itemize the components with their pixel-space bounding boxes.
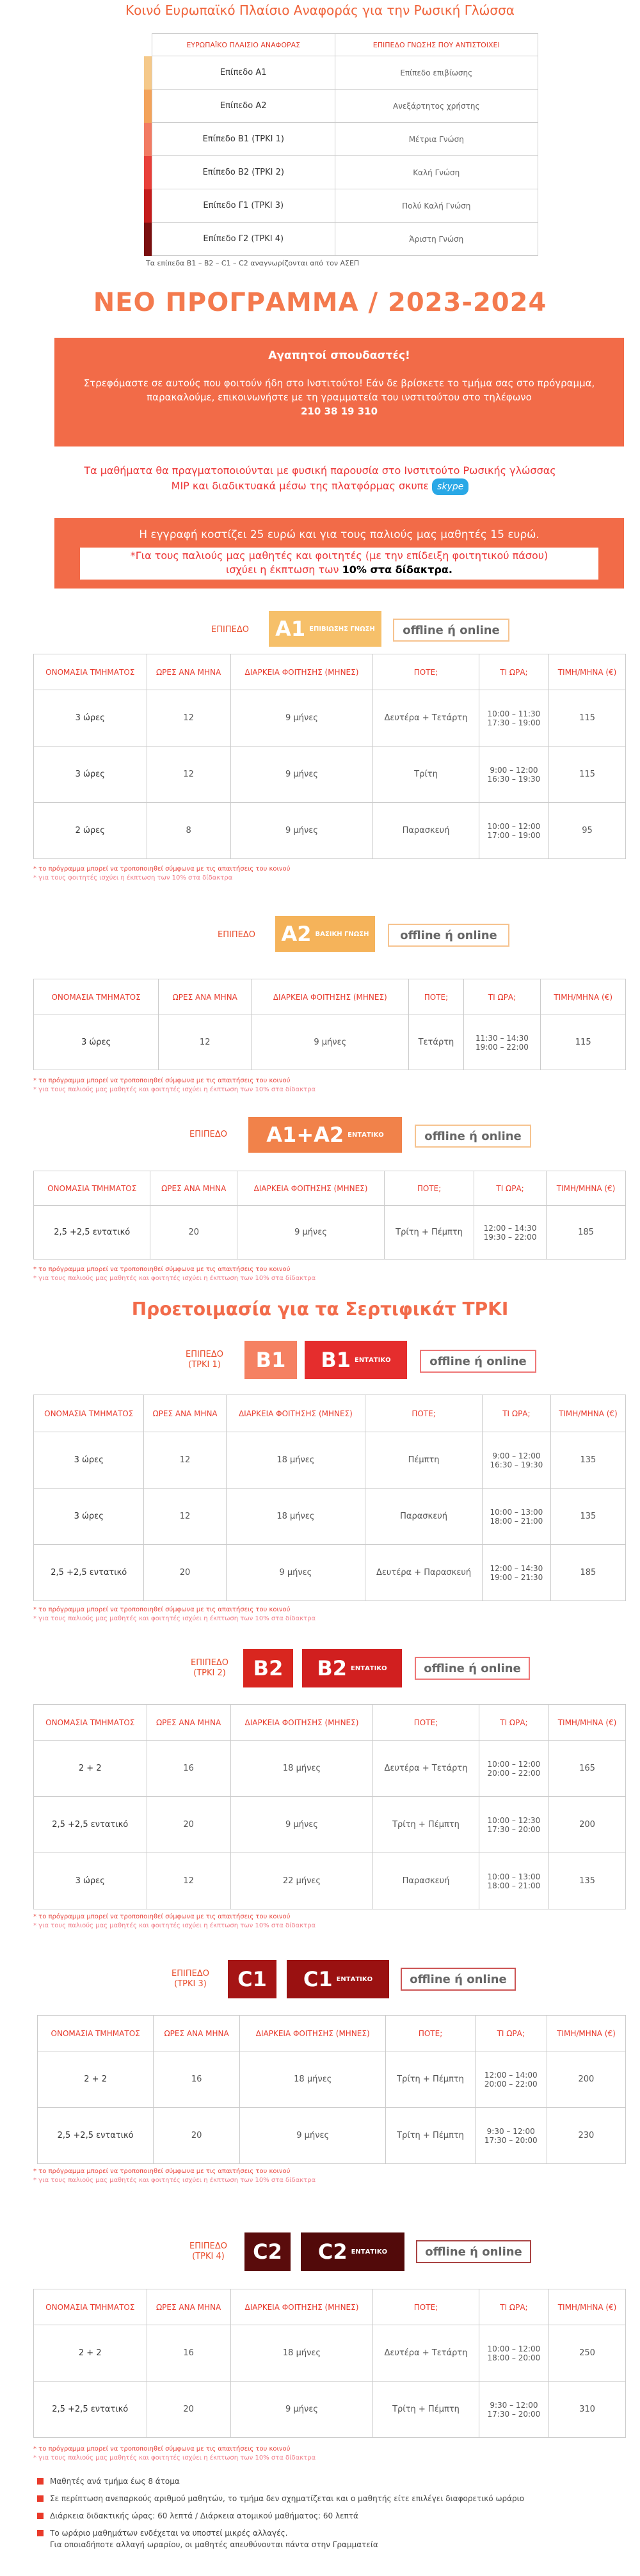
table-row: 3 ώρες 12 9 μήνες Τετάρτη 11:30 – 14:30 19:00 – 22:00 115 <box>34 1015 626 1070</box>
level-color-swatch <box>144 56 152 90</box>
bullet-square-icon <box>37 2530 44 2536</box>
level-b1-intensive-badge: B1 ΕΝΤΑΤΙΚΟ <box>305 1341 407 1379</box>
offline-online-label: offline ή online <box>416 2240 531 2263</box>
table-row: 2 + 2 16 18 μήνες Δευτέρα + Τετάρτη 10:00 – 12:00 20:00 – 22:00 165 <box>34 1741 626 1797</box>
level-b2-notes: * το πρόγραμμα μπορεί να τροποποιηθεί σύμφωνα με τις απαιτήσεις του κοινού * για τους παλιούς μας μαθητές και φοιτητές ισχύει η έκπτωση των 10% στα δίδακτρα <box>33 1913 316 1929</box>
level-c2-notes: * το πρόγραμμα μπορεί να τροποποιηθεί σύμφωνα με τις απαιτήσεις του κοινού * για τους παλιούς μας μαθητές και φοιτητές ισχύει η έκπτωση των 10% στα δίδακτρα <box>33 2446 316 2461</box>
level-a1-table: ΟΝΟΜΑΣΙΑ ΤΜΗΜΑΤΟΣ ΩΡΕΣ ΑΝΑ ΜΗΝΑ ΔΙΑΡΚΕΙΑ ΦΟΙΤΗΣΗΣ (ΜΗΝΕΣ) ΠΟΤΕ; ΤΙ ΩΡΑ; ΤΙΜΗ/ΜΗΝΑ (€) 3 ώρες 12 9 μήνες Δευτέρα + Τετάρτη 10:00 – 11:30 17:30 – 19:00 115 3 ώρες 12 9 μήνες Τρίτη 9:00 – 12:00 16:30 – 19:30 115 2 ώρες 8 9 μήνες Παρασκευή 10:00 – 12:00 17:00 – 19:00 95 <box>33 654 626 859</box>
level-c2-header: ΕΠΙΠΕΔΟ (ΤΡΚΙ 4) C2 C2 ΕΝΤΑΤΙΚΟ offline ή online <box>0 2232 640 2271</box>
level-c1-intensive-badge: C1 ΕΝΤΑΤΙΚΟ <box>287 1960 389 1998</box>
level-b1-header: ΕΠΙΠΕΔΟ (ΤΡΚΙ 1) B1 B1 ΕΝΤΑΤΙΚΟ offline ή online <box>0 1341 640 1379</box>
level-c2-intensive-badge: C2 ΕΝΤΑΤΙΚΟ <box>301 2232 404 2271</box>
notice-phone: 210 38 19 310 <box>300 406 378 417</box>
framework-col1-header: ΕΥΡΩΠΑΪΚΟ ΠΛΑΙΣΙΟ ΑΝΑΦΟΡΑΣ <box>152 34 335 56</box>
level-c2-badge: C2 <box>244 2232 291 2271</box>
level-a2-table: ΟΝΟΜΑΣΙΑ ΤΜΗΜΑΤΟΣ ΩΡΕΣ ΑΝΑ ΜΗΝΑ ΔΙΑΡΚΕΙΑ ΦΟΙΤΗΣΗΣ (ΜΗΝΕΣ) ΠΟΤΕ; ΤΙ ΩΡΑ; ΤΙΜΗ/ΜΗΝΑ (€) 3 ώρες 12 9 μήνες Τετάρτη 11:30 – 14:30 19:00 – 22:00 115 <box>33 979 626 1070</box>
table-row: 2 + 2 16 18 μήνες Τρίτη + Πέμπτη 12:00 – 14:00 20:00 – 22:00 200 <box>38 2051 626 2108</box>
level-b1-badge: B1 <box>244 1341 297 1379</box>
framework-row: Επίπεδο Α2 Ανεξάρτητος χρήστης <box>144 90 538 123</box>
table-row: 2,5 +2,5 εντατικό 20 9 μήνες Τρίτη + Πέμπτη 9:30 – 12:00 17:30 – 20:00 310 <box>34 2382 626 2438</box>
bullet-square-icon <box>37 2495 44 2502</box>
table-row: 2 ώρες 8 9 μήνες Παρασκευή 10:00 – 12:00 17:00 – 19:00 95 <box>34 803 626 859</box>
framework-row: Επίπεδο Γ1 (ΤΡΚΙ 3) Πολύ Καλή Γνώση <box>144 189 538 223</box>
table-row: 3 ώρες 12 18 μήνες Πέμπτη 9:00 – 12:00 16:30 – 19:30 135 <box>34 1432 626 1489</box>
table-row: 2 + 2 16 18 μήνες Δευτέρα + Τετάρτη 10:00 – 12:00 18:00 – 20:00 250 <box>34 2325 626 2382</box>
level-b1-notes: * το πρόγραμμα μπορεί να τροποποιηθεί σύμφωνα με τις απαιτήσεις του κοινού * για τους παλιούς μας μαθητές και φοιτητές ισχύει η έκπτωση των 10% στα δίδακτρα <box>33 1606 316 1622</box>
level-color-swatch <box>144 223 152 256</box>
framework-note: Τα επίπεδα Β1 – Β2 – C1 – C2 αναγνωρίζονται από τον ΑΣΕΠ <box>146 259 360 267</box>
certificate-title: Προετοιμασία για τα Σερτιφικάτ ΤΡΚΙ <box>131 1299 509 1320</box>
table-row: 3 ώρες 12 9 μήνες Δευτέρα + Τετάρτη 10:00 – 11:30 17:30 – 19:00 115 <box>34 690 626 747</box>
level-a1-header: ΕΠΙΠΕΔΟ A1 ΕΠΙΒΙΩΣΗΣ ΓΝΩΣΗ offline ή online <box>0 611 640 649</box>
bullet-square-icon <box>37 2513 44 2519</box>
offline-online-label: offline ή online <box>393 619 509 642</box>
level-b2-badge: B2 <box>243 1649 293 1687</box>
framework-row: Επίπεδο Γ2 (ΤΡΚΙ 4) Άριστη Γνώση <box>144 223 538 256</box>
table-row: 3 ώρες 12 22 μήνες Παρασκευή 10:00 – 13:00 18:00 – 21:00 135 <box>34 1853 626 1909</box>
level-a1-badge: A1 ΕΠΙΒΙΩΣΗΣ ΓΝΩΣΗ <box>269 611 381 647</box>
discount-box: *Για τους παλιούς μας μαθητές και φοιτητές (με την επίδειξη φοιτητικού πάσου) ισχύει η έκπτωση των 10% στα δίδακτρα. <box>80 548 598 580</box>
level-a1a2-table: ΟΝΟΜΑΣΙΑ ΤΜΗΜΑΤΟΣ ΩΡΕΣ ΑΝΑ ΜΗΝΑ ΔΙΑΡΚΕΙΑ ΦΟΙΤΗΣΗΣ (ΜΗΝΕΣ) ΠΟΤΕ; ΤΙ ΩΡΑ; ΤΙΜΗ/ΜΗΝΑ (€) 2,5 +2,5 εντατικό 20 9 μήνες Τρίτη + Πέμπτη 12:00 – 14:30 19:30 – 22:00 185 <box>33 1171 626 1260</box>
level-a2-badge: A2 ΒΑΣΙΚΗ ΓΝΩΣΗ <box>275 916 375 952</box>
level-c1-notes: * το πρόγραμμα μπορεί να τροποποιηθεί σύμφωνα με τις απαιτήσεις του κοινού * για τους παλιούς μας μαθητές και φοιτητές ισχύει η έκπτωση των 10% στα δίδακτρα <box>33 2168 316 2184</box>
offline-online-label: offline ή online <box>401 1968 516 1991</box>
level-b2-table: ΟΝΟΜΑΣΙΑ ΤΜΗΜΑΤΟΣ ΩΡΕΣ ΑΝΑ ΜΗΝΑ ΔΙΑΡΚΕΙΑ ΦΟΙΤΗΣΗΣ (ΜΗΝΕΣ) ΠΟΤΕ; ΤΙ ΩΡΑ; ΤΙΜΗ/ΜΗΝΑ (€) 2 + 2 16 18 μήνες Δευτέρα + Τετάρτη 10:00 – 12:00 20:00 – 22:00 165 2,5 +2,5 εντατικό 20 9 μήνες Τρίτη + Πέμπτη 10:00 – 12:30 17:30 – 20:00 200 3 ώρες 12 22 μήνες Παρασκευή 10:00 – 13:00 18:00 – 21:00 135 <box>33 1704 626 1909</box>
lessons-mode-text: Τα μαθήματα θα πραγματοποιούνται με φυσική παρουσία στο Ινστιτούτο Ρωσικής γλώσσας MIP και διαδικτυακά μέσω της πλατφόρμας σκυπε skype <box>0 463 640 495</box>
table-row: 3 ώρες 12 9 μήνες Τρίτη 9:00 – 12:00 16:30 – 19:30 115 <box>34 747 626 803</box>
list-item: Διάρκεια διδακτικής ώρας: 60 λεπτά / Διάρκεια ατομικού μαθήματος: 60 λεπτά <box>37 2510 613 2522</box>
level-a2-header: ΕΠΙΠΕΔΟ A2 ΒΑΣΙΚΗ ΓΝΩΣΗ offline ή online <box>0 916 640 954</box>
list-item: Το ωράριο μαθημάτων ενδέχεται να υποστεί μικρές αλλαγές. Για οποιαδήποτε αλλαγή ωραρίου, οι μαθητές απευθύνονται πάντα στην Γραμματεία <box>37 2527 613 2550</box>
offline-online-label: offline ή online <box>415 1125 531 1148</box>
info-bullets <box>37 2476 613 2550</box>
notice-greeting: Αγαπητοί σπουδαστές! <box>268 349 410 362</box>
framework-row: Επίπεδο Α1 Επίπεδο επιβίωσης <box>144 56 538 90</box>
skype-logo: skype <box>432 478 468 495</box>
level-c2-table: ΟΝΟΜΑΣΙΑ ΤΜΗΜΑΤΟΣ ΩΡΕΣ ΑΝΑ ΜΗΝΑ ΔΙΑΡΚΕΙΑ ΦΟΙΤΗΣΗΣ (ΜΗΝΕΣ) ΠΟΤΕ; ΤΙ ΩΡΑ; ΤΙΜΗ/ΜΗΝΑ (€) 2 + 2 16 18 μήνες Δευτέρα + Τετάρτη 10:00 – 12:00 18:00 – 20:00 250 2,5 +2,5 εντατικό 20 9 μήνες Τρίτη + Πέμπτη 9:30 – 12:00 17:30 – 20:00 310 <box>33 2289 626 2438</box>
fees-box <box>54 518 624 589</box>
level-b2-header: ΕΠΙΠΕΔΟ (ΤΡΚΙ 2) B2 B2 ΕΝΤΑΤΙΚΟ offline ή online <box>0 1649 640 1687</box>
program-title: ΝΕΟ ΠΡΟΓΡΑΜΜΑ / 2023-2024 <box>93 288 547 317</box>
notice-message: Στρεφόμαστε σε αυτούς που φοιτούν ήδη στο Ινστιτούτο! Εάν δε βρίσκετε το τμήμα σας στο πρόγραμμα, παρακαλούμε, επικοινωνήστε με τη γραμματεία του ινστιτούτου στο τηλέφωνο 210 38 19 310 <box>83 377 595 417</box>
level-c1-header: ΕΠΙΠΕΔΟ (ΤΡΚΙ 3) C1 C1 ΕΝΤΑΤΙΚΟ offline ή online <box>0 1960 640 1998</box>
level-color-swatch <box>144 90 152 123</box>
list-item: Μαθητές ανά τμήμα έως 8 άτομα <box>37 2476 613 2487</box>
table-row: 3 ώρες 12 18 μήνες Παρασκευή 10:00 – 13:00 18:00 – 21:00 135 <box>34 1489 626 1545</box>
framework-row: Επίπεδο Β1 (ΤΡΚΙ 1) Μέτρια Γνώση <box>144 123 538 156</box>
offline-online-label: offline ή online <box>415 1657 530 1680</box>
framework-table <box>144 33 538 256</box>
table-row: 2,5 +2,5 εντατικό 20 9 μήνες Τρίτη + Πέμπτη 9:30 – 12:00 17:30 – 20:00 230 <box>38 2108 626 2164</box>
registration-fee: Η εγγραφή κοστίζει 25 ευρώ και για τους παλιούς μας μαθητές 15 ευρώ. <box>139 528 540 541</box>
level-a1a2-header: ΕΠΙΠΕΔΟ A1+A2 ΕΝΤΑΤΙΚΟ offline ή online <box>0 1117 640 1155</box>
table-row: 2,5 +2,5 εντατικό 20 9 μήνες Τρίτη + Πέμπτη 10:00 – 12:30 17:30 – 20:00 200 <box>34 1797 626 1853</box>
table-row: 2,5 +2,5 εντατικό 20 9 μήνες Τρίτη + Πέμπτη 12:00 – 14:30 19:30 – 22:00 185 <box>34 1206 626 1260</box>
level-b1-table: ΟΝΟΜΑΣΙΑ ΤΜΗΜΑΤΟΣ ΩΡΕΣ ΑΝΑ ΜΗΝΑ ΔΙΑΡΚΕΙΑ ΦΟΙΤΗΣΗΣ (ΜΗΝΕΣ) ΠΟΤΕ; ΤΙ ΩΡΑ; ΤΙΜΗ/ΜΗΝΑ (€) 3 ώρες 12 18 μήνες Πέμπτη 9:00 – 12:00 16:30 – 19:30 135 3 ώρες 12 18 μήνες Παρασκευή 10:00 – 13:00 18:00 – 21:00 135 2,5 +2,5 εντατικό 20 9 μήνες Δευτέρα + Παρασκευή 12:00 – 14:30 19:00 – 21:30 185 <box>33 1395 626 1601</box>
level-b2-intensive-badge: B2 ΕΝΤΑΤΙΚΟ <box>302 1649 402 1687</box>
notice-box <box>54 338 624 446</box>
level-color-swatch <box>144 156 152 189</box>
bullet-square-icon <box>37 2478 44 2485</box>
level-color-swatch <box>144 123 152 156</box>
framework-row: Επίπεδο Β2 (ΤΡΚΙ 2) Καλή Γνώση <box>144 156 538 189</box>
framework-title: Κοινό Ευρωπαϊκό Πλαίσιο Αναφοράς για την Ρωσική Γλώσσα <box>125 3 515 18</box>
level-a1-notes: * το πρόγραμμα μπορεί να τροποποιηθεί σύμφωνα με τις απαιτήσεις του κοινού * για τους φοιτητές ισχύει η έκπτωση των 10% στα δίδακτρα <box>33 865 291 881</box>
level-a2-notes: * το πρόγραμμα μπορεί να τροποποιηθεί σύμφωνα με τις απαιτήσεις του κοινού * για τους παλιούς μας μαθητές και φοιτητές ισχύει η έκπτωση των 10% στα δίδακτρα <box>33 1077 316 1093</box>
table-row: 2,5 +2,5 εντατικό 20 9 μήνες Δευτέρα + Παρασκευή 12:00 – 14:30 19:00 – 21:30 185 <box>34 1545 626 1601</box>
framework-col2-header: ΕΠΙΠΕΔΟ ΓΝΩΣΗΣ ΠΟΥ ΑΝΤΙΣΤΟΙΧΕΙ <box>335 34 538 56</box>
level-a1a2-notes: * το πρόγραμμα μπορεί να τροποποιηθεί σύμφωνα με τις απαιτήσεις του κοινού * για τους παλιούς μας μαθητές και φοιτητές ισχύει η έκπτωση των 10% στα δίδακτρα <box>33 1266 316 1282</box>
offline-online-label: offline ή online <box>388 924 509 947</box>
level-color-swatch <box>144 189 152 223</box>
level-a1a2-badge: A1+A2 ΕΝΤΑΤΙΚΟ <box>248 1117 402 1153</box>
level-c1-badge: C1 <box>228 1960 276 1998</box>
offline-online-label: offline ή online <box>420 1350 536 1373</box>
list-item: Σε περίπτωση ανεπαρκούς αριθμού μαθητών, το τμήμα δεν σχηματίζεται και ο μαθητής είτε επιλέγει διαφορετικό ωράριο <box>37 2493 613 2504</box>
level-c1-table: ΟΝΟΜΑΣΙΑ ΤΜΗΜΑΤΟΣ ΩΡΕΣ ΑΝΑ ΜΗΝΑ ΔΙΑΡΚΕΙΑ ΦΟΙΤΗΣΗΣ (ΜΗΝΕΣ) ΠΟΤΕ; ΤΙ ΩΡΑ; ΤΙΜΗ/ΜΗΝΑ (€) 2 + 2 16 18 μήνες Τρίτη + Πέμπτη 12:00 – 14:00 20:00 – 22:00 200 2,5 +2,5 εντατικό 20 9 μήνες Τρίτη + Πέμπτη 9:30 – 12:00 17:30 – 20:00 230 <box>37 2015 626 2164</box>
